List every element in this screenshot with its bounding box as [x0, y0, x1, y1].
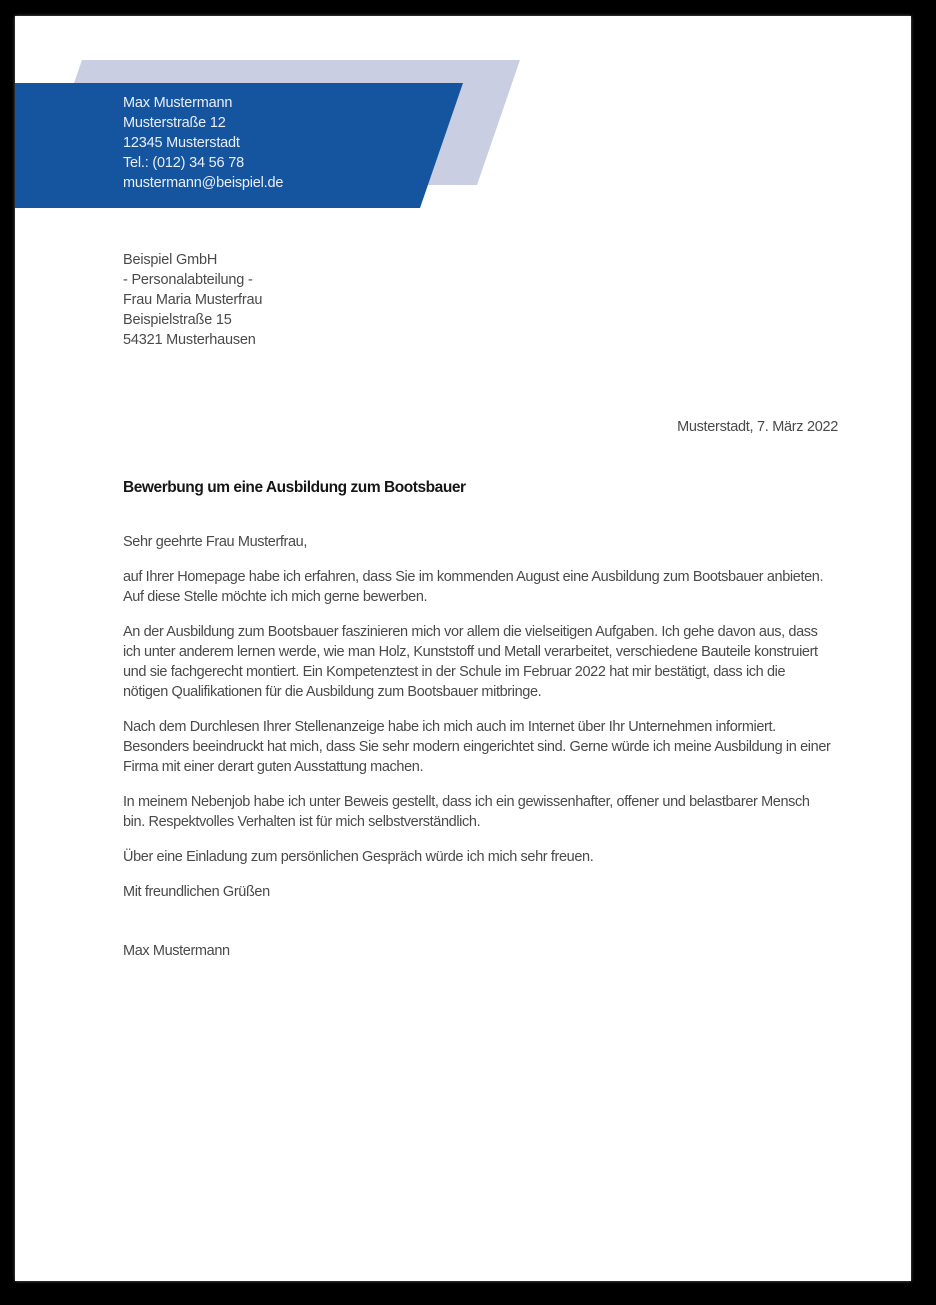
letter-paragraph: An der Ausbildung zum Bootsbauer faszinieren mich vor allem die vielseitigen Aufgaben. Ich gehe davon aus, dass ich unter anderem lernen werde, wie man Holz, Kunststoff und Metall verarbeitet, verschiedene Bauteile konstruiert und sie fachgerecht montiert. Ein Kompetenztest in der Schule im Februar 2022 hat mir bestätigt, dass ich die nötigen Qualifikationen für die Ausbildung zum Bootsbauer mitbringe.	[123, 624, 818, 700]
recipient-contact: Frau Maria Musterfrau	[123, 292, 263, 308]
sender-city: 12345 Musterstadt	[123, 135, 240, 151]
closing-phrase: Mit freundlichen Grüßen	[123, 884, 270, 900]
letter-page	[15, 16, 911, 1281]
letter-paragraph: Über eine Einladung zum persönlichen Gespräch würde ich mich sehr freuen.	[123, 849, 594, 865]
sender-email: mustermann@beispiel.de	[123, 175, 284, 191]
signature-name: Max Mustermann	[123, 943, 230, 959]
recipient-company: Beispiel GmbH	[123, 252, 218, 268]
recipient-street: Beispielstraße 15	[123, 312, 232, 328]
recipient-department: - Personalabteilung -	[123, 272, 253, 288]
salutation: Sehr geehrte Frau Musterfrau,	[123, 534, 308, 550]
sender-phone: Tel.: (012) 34 56 78	[123, 155, 244, 171]
sender-name: Max Mustermann	[123, 95, 233, 111]
sender-address-block	[123, 93, 283, 193]
recipient-city: 54321 Musterhausen	[123, 332, 256, 348]
letter-body	[123, 532, 833, 976]
letter-paragraph: auf Ihrer Homepage habe ich erfahren, dass Sie im kommenden August eine Ausbildung zum Bootsbauer anbieten. Auf diese Stelle möchte ich mich gerne bewerben.	[123, 569, 824, 605]
sender-street: Musterstraße 12	[123, 115, 226, 131]
date-line: Musterstadt, 7. März 2022	[677, 419, 838, 435]
subject-line: Bewerbung um eine Ausbildung zum Bootsbauer	[123, 479, 466, 496]
letter-paragraph: In meinem Nebenjob habe ich unter Beweis gestellt, dass ich ein gewissenhafter, offener und belastbarer Mensch bin. Respektvolles Verhalten ist für mich selbstverständlich.	[123, 794, 810, 830]
letter-paragraph: Nach dem Durchlesen Ihrer Stellenanzeige habe ich mich auch im Internet über Ihr Unternehmen informiert. Besonders beeindruckt hat mich, dass Sie sehr modern eingerichtet sind. Gerne würde ich meine Ausbildung in einer Firma mit einer derart guten Ausstattung machen.	[123, 719, 831, 775]
recipient-address-block	[123, 250, 262, 350]
